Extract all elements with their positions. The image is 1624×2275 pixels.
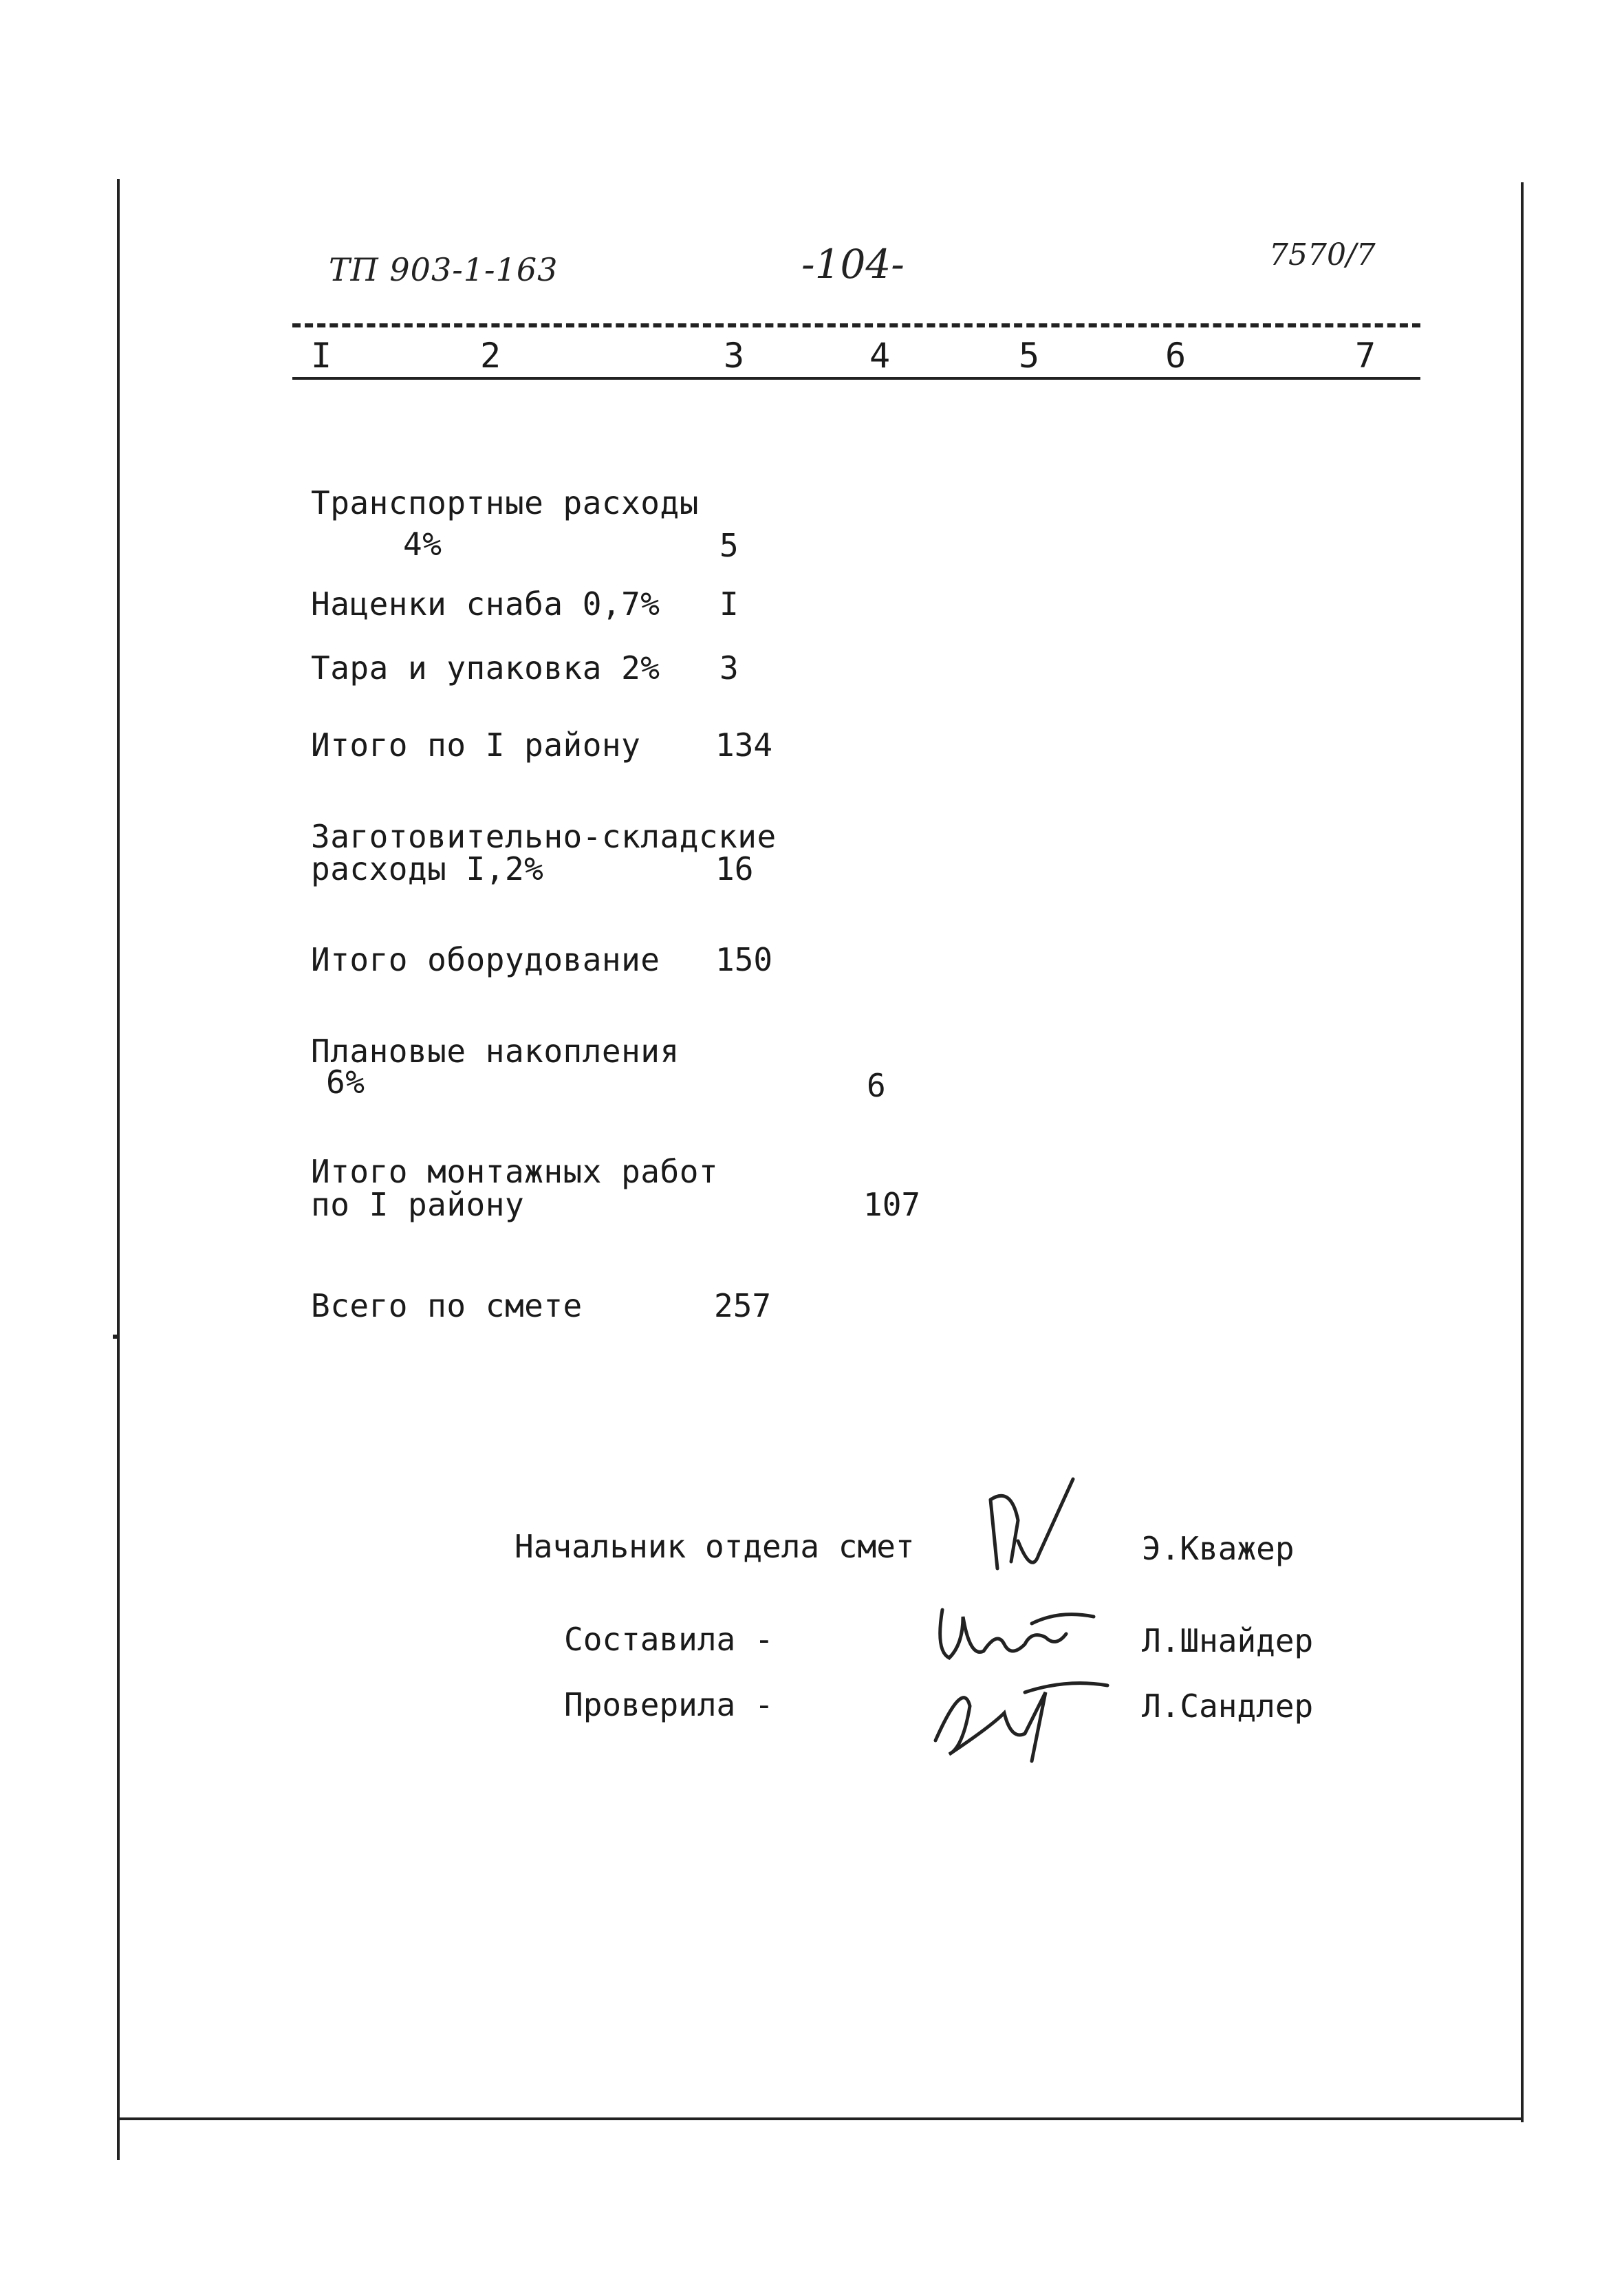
frame-bottom-border [117,2117,1524,2120]
frame-right-border [1521,182,1524,2122]
row-label-sub: 4% [403,526,442,563]
row-value-col3: 134 [715,726,773,764]
dashed-rule [292,323,1420,327]
page-number: -104- [801,241,905,288]
signature-name-compiled: Л.Шнайдер [1142,1622,1314,1659]
row-value-col3: 5 [719,527,739,564]
column-number-6: 6 [1165,336,1187,376]
column-number-3: 3 [724,336,745,376]
signature-role-head: Начальник отдела смет [515,1528,915,1565]
row-value-col3: 150 [715,941,773,978]
column-number-5: 5 [1019,336,1040,376]
row-label: Плановые накопления [311,1033,680,1070]
signature-name-head: Э.Кважер [1142,1530,1295,1567]
column-number-7: 7 [1355,336,1376,376]
signature-role-checked: Проверила - [564,1686,774,1723]
row-label-sub: по I району [311,1186,525,1223]
row-label: Итого оборудование [311,941,660,978]
signature-name-checked: Л.Сандлер [1142,1688,1314,1725]
row-value-col3: 16 [715,850,754,887]
doc-code: ТП 903-1-163 [329,251,559,288]
handwritten-signature-compiled [929,1596,1107,1672]
row-label: Итого монтажных работ [311,1153,719,1190]
frame-tick [113,1335,118,1339]
row-label-sub: 6% [326,1064,365,1101]
row-value-col3: 3 [719,649,739,687]
row-label: Заготовительно-складские [311,818,777,855]
row-value-col4: 107 [863,1186,921,1223]
frame-left-border [117,179,120,2160]
row-label: Транспортные расходы [311,484,699,521]
row-value-col3: 257 [714,1287,772,1324]
row-label: Итого по I району [311,726,641,764]
handwritten-signature-checked [922,1665,1114,1768]
column-header-rule [292,377,1420,380]
row-label: Наценки снаба 0,7% [311,585,660,623]
row-label: Тара и упаковка 2% [311,649,660,687]
handwritten-signature-head [970,1472,1094,1582]
column-number-4: 4 [869,336,891,376]
row-value-col3: I [719,585,739,623]
row-label: Всего по смете [311,1287,583,1324]
ref-number: 7570/7 [1269,237,1376,272]
column-number-1: I [311,336,332,376]
column-number-2: 2 [480,336,501,376]
row-value-col4: 6 [867,1067,886,1104]
row-label-sub: расходы I,2% [311,850,544,887]
signature-role-compiled: Составила - [564,1621,774,1658]
